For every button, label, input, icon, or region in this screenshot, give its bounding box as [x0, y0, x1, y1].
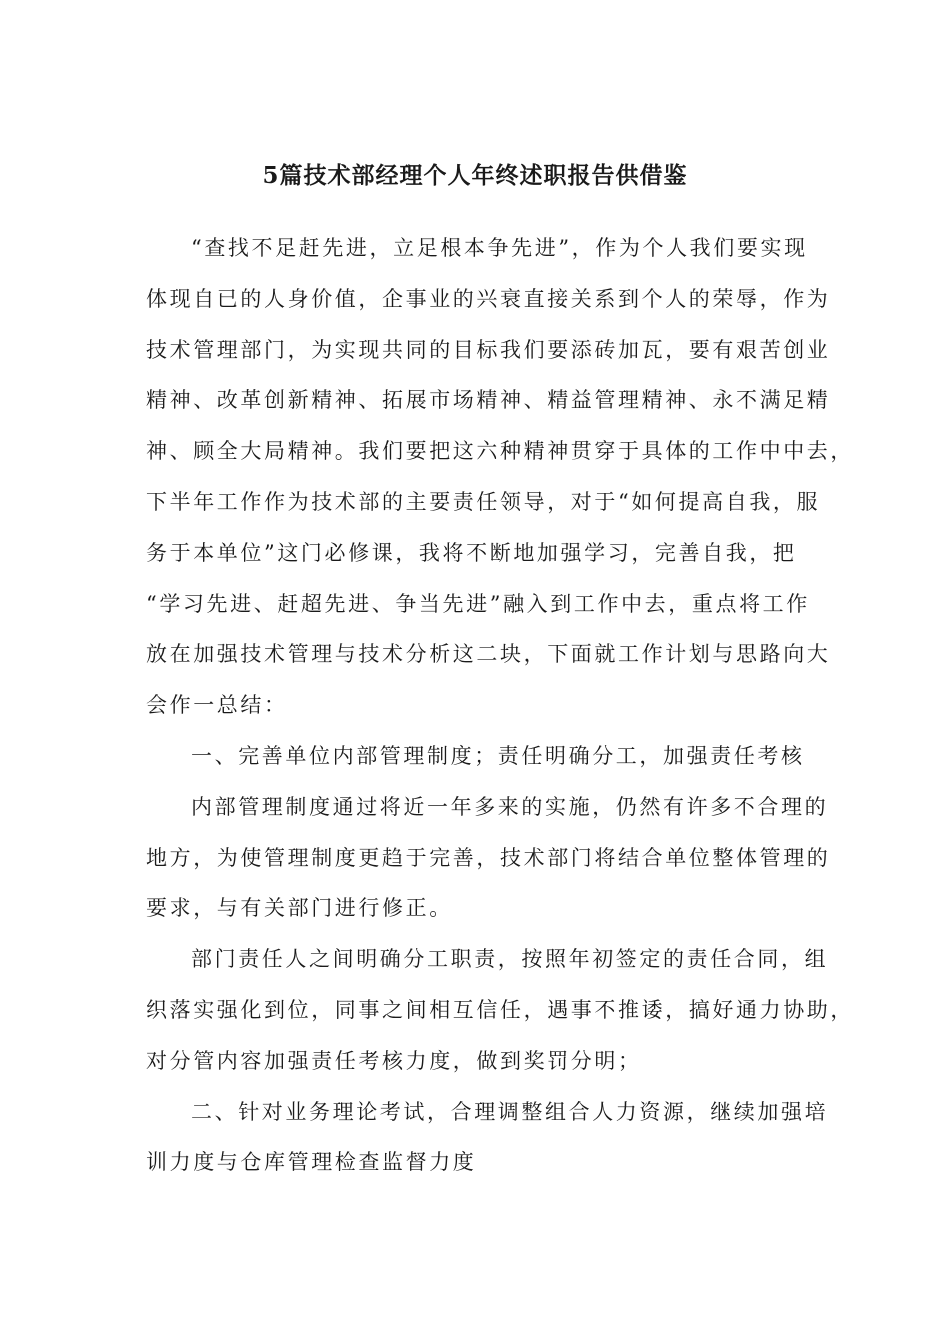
paragraph-line: 放在加强技术管理与技术分析这二块，下面就工作计划与思路向大	[146, 642, 831, 667]
section-heading: 二、针对业务理论考试，合理调整组合人力资源，继续加强培	[191, 1099, 829, 1124]
paragraph-line: 地方，为使管理制度更趋于完善，技术部门将结合单位整体管理的	[146, 845, 831, 870]
paragraph-line: 神、顾全大局精神。我们要把这六种精神贯穿于具体的工作中中去，	[146, 439, 854, 464]
section-heading: 一、完善单位内部管理制度；责任明确分工，加强责任考核	[191, 743, 805, 768]
paragraph-line: 体现自已的人身价值，企事业的兴衰直接关系到个人的荣辱，作为	[146, 286, 831, 311]
paragraph-line: “查找不足赶先进，立足根本争先进”，作为个人我们要实现	[191, 236, 808, 260]
paragraph-line: 织落实强化到位，同事之间相互信任，遇事不推诿，搞好通力协助，	[146, 997, 854, 1022]
document-body	[146, 230, 854, 1195]
paragraph-line: 对分管内容加强责任考核力度，做到奖罚分明；	[146, 1048, 642, 1073]
paragraph-line: 会作一总结：	[146, 693, 288, 718]
paragraph-line: 内部管理制度通过将近一年多来的实施，仍然有许多不合理的	[191, 794, 829, 819]
paragraph-line: 精神、改革创新精神、拓展市场精神、精益管理精神、永不满足精	[146, 388, 831, 413]
paragraph-line: “学习先进、赶超先进、争当先进”融入到工作中去，重点将工作	[146, 591, 810, 616]
paragraph-line: 部门责任人之间明确分工职责，按照年初签定的责任合同，组	[191, 947, 829, 972]
section-heading-continued: 训力度与仓库管理检查监督力度	[146, 1150, 477, 1175]
paragraph-line: 下半年工作作为技术部的主要责任领导，对于“如何提高自我，服	[146, 489, 821, 514]
paragraph-line: 技术管理部门，为实现共同的目标我们要添砖加瓦，要有艰苦创业	[146, 337, 831, 362]
paragraph-line: 务于本单位”这门必修课，我将不断地加强学习，完善自我，把	[146, 540, 797, 565]
paragraph-line: 要求，与有关部门进行修正。	[146, 896, 453, 921]
document-title: 5篇技术部经理个人年终述职报告供借鉴	[262, 162, 688, 189]
